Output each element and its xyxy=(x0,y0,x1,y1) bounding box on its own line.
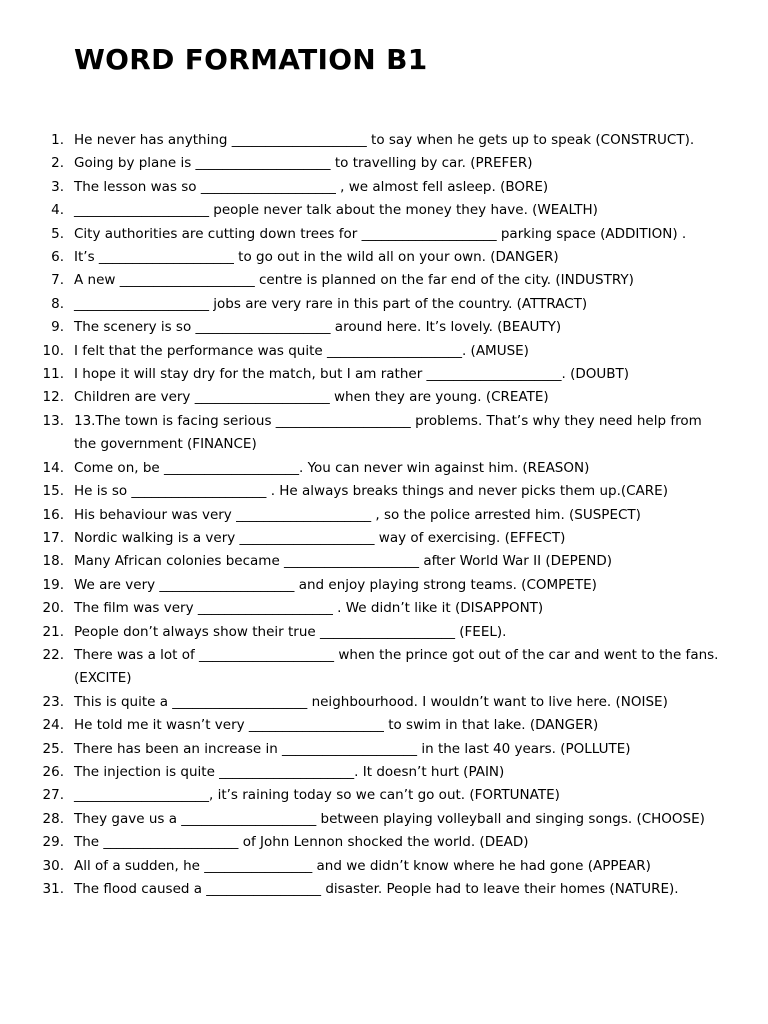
exercise-item xyxy=(0,269,768,292)
exercise-item xyxy=(0,129,768,152)
exercise-number: 31. xyxy=(42,881,64,897)
exercise-number: 7. xyxy=(51,272,64,289)
exercise-item xyxy=(0,316,768,339)
exercise-item xyxy=(0,340,768,363)
exercise-number: 9. xyxy=(51,319,64,336)
exercise-item xyxy=(0,386,768,409)
exercise-sentence: The lesson was so ____________________ , we almost fell asleep. (BORE) xyxy=(74,178,549,195)
exercise-number: 20. xyxy=(42,600,64,617)
exercise-sentence: I hope it will stay dry for the match, but I am rather ____________________. (DOUBT) xyxy=(74,366,630,383)
exercise-number: 13. xyxy=(42,412,64,429)
exercise-item xyxy=(0,246,768,269)
exercise-sentence: People don’t always show their true ____________________ (FEEL). xyxy=(74,623,507,640)
exercise-number: 30. xyxy=(42,857,64,874)
exercise-item xyxy=(0,784,768,807)
exercise-sentence: He told me it wasn’t very ____________________ to swim in that lake. (DANGER) xyxy=(74,717,599,734)
exercise-sentence: Nordic walking is a very ____________________ way of exercising. (EFFECT) xyxy=(74,529,566,546)
exercise-sentence: He is so ____________________ . He always breaks things and never picks them up.(CARE) xyxy=(74,483,668,500)
exercise-item xyxy=(0,223,768,246)
exercise-number: 1. xyxy=(51,132,64,148)
exercise-number: 15. xyxy=(42,483,64,500)
exercise-sentence: Children are very ____________________ when they are young. (CREATE) xyxy=(74,389,549,406)
exercise-item xyxy=(0,293,768,316)
exercise-item xyxy=(0,831,768,854)
exercise-sentence: The flood caused a _________________ disaster. People had to leave their homes (NATURE). xyxy=(74,881,679,897)
exercise-item xyxy=(0,878,768,901)
exercise-item xyxy=(0,550,768,573)
exercise-sentence: 13.The town is facing serious ____________________ problems. That’s why they need help from the government (FINANCE) xyxy=(74,412,707,453)
exercise-number: 4. xyxy=(51,202,64,219)
exercise-number: 2. xyxy=(51,155,64,172)
exercise-sentence: Many African colonies became ____________________ after World War II (DEPEND) xyxy=(74,553,613,570)
exercise-sentence: ____________________ jobs are very rare in this part of the country. (ATTRACT) xyxy=(74,295,588,312)
exercise-item xyxy=(0,176,768,199)
exercise-list xyxy=(0,129,768,901)
exercise-number: 28. xyxy=(42,810,64,827)
exercise-item xyxy=(0,597,768,620)
exercise-number: 8. xyxy=(51,295,64,312)
exercise-sentence: ____________________, it’s raining today so we can’t go out. (FORTUNATE) xyxy=(74,787,560,804)
exercise-item xyxy=(0,621,768,644)
exercise-sentence: They gave us a ____________________ between playing volleyball and singing songs. (CHOOSE) xyxy=(74,810,705,827)
exercise-sentence: There was a lot of ____________________ when the prince got out of the car and went to the fans. (EXCITE) xyxy=(74,646,723,687)
exercise-sentence: There has been an increase in ____________________ in the last 40 years. (POLLUTE) xyxy=(74,740,631,757)
exercise-number: 21. xyxy=(42,623,64,640)
exercise-item xyxy=(0,808,768,831)
exercise-sentence: The film was very ____________________ . We didn’t like it (DISAPPONT) xyxy=(74,600,544,617)
exercise-item xyxy=(0,855,768,878)
exercise-number: 17. xyxy=(42,529,64,546)
exercise-number: 24. xyxy=(42,717,64,734)
exercise-item xyxy=(0,714,768,737)
exercise-item xyxy=(0,691,768,714)
exercise-item xyxy=(0,480,768,503)
exercise-number: 27. xyxy=(42,787,64,804)
exercise-item xyxy=(0,363,768,386)
exercise-item xyxy=(0,152,768,175)
exercise-number: 10. xyxy=(42,342,64,359)
exercise-sentence: All of a sudden, he ________________ and we didn’t know where he had gone (APPEAR) xyxy=(74,857,651,874)
exercise-sentence: He never has anything ____________________ to say when he gets up to speak (CONSTRUCT). xyxy=(74,132,695,148)
exercise-sentence: I felt that the performance was quite ____________________. (AMUSE) xyxy=(74,342,529,359)
exercise-number: 3. xyxy=(51,178,64,195)
exercise-item xyxy=(0,761,768,784)
exercise-sentence: His behaviour was very ____________________ , so the police arrested him. (SUSPECT) xyxy=(74,506,641,523)
exercise-item xyxy=(0,527,768,550)
exercise-sentence: Come on, be ____________________. You can never win against him. (REASON) xyxy=(74,459,590,476)
exercise-number: 16. xyxy=(42,506,64,523)
exercise-sentence: ____________________ people never talk about the money they have. (WEALTH) xyxy=(74,202,598,219)
exercise-sentence: The scenery is so ____________________ around here. It’s lovely. (BEAUTY) xyxy=(74,319,562,336)
exercise-sentence: This is quite a ____________________ neighbourhood. I wouldn’t want to live here. (NOISE) xyxy=(74,693,668,710)
exercise-number: 14. xyxy=(42,459,64,476)
exercise-sentence: It’s ____________________ to go out in the wild all on your own. (DANGER) xyxy=(74,249,559,266)
exercise-item xyxy=(0,410,768,457)
exercise-sentence: The injection is quite ____________________. It doesn’t hurt (PAIN) xyxy=(74,763,505,780)
exercise-number: 25. xyxy=(42,740,64,757)
exercise-number: 11. xyxy=(42,366,64,383)
exercise-sentence: Going by plane is ____________________ to travelling by car. (PREFER) xyxy=(74,155,533,172)
exercise-number: 29. xyxy=(42,834,64,851)
exercise-number: 5. xyxy=(51,225,64,242)
exercise-item xyxy=(0,457,768,480)
exercise-number: 12. xyxy=(42,389,64,406)
exercise-number: 6. xyxy=(51,249,64,266)
exercise-sentence: A new ____________________ centre is planned on the far end of the city. (INDUSTRY) xyxy=(74,272,634,289)
exercise-sentence: The ____________________ of John Lennon shocked the world. (DEAD) xyxy=(74,834,529,851)
exercise-sentence: We are very ____________________ and enjoy playing strong teams. (COMPETE) xyxy=(74,576,597,593)
exercise-item xyxy=(0,504,768,527)
exercise-item xyxy=(0,199,768,222)
exercise-number: 22. xyxy=(42,646,64,663)
exercise-number: 18. xyxy=(42,553,64,570)
exercise-item xyxy=(0,738,768,761)
exercise-item xyxy=(0,644,768,691)
exercise-sentence: City authorities are cutting down trees for ____________________ parking space (ADDITION) . xyxy=(74,225,687,242)
exercise-number: 23. xyxy=(42,693,64,710)
exercise-number: 19. xyxy=(42,576,64,593)
exercise-item xyxy=(0,574,768,597)
worksheet-title: WORD FORMATION B1 xyxy=(74,43,428,76)
exercise-number: 26. xyxy=(42,763,64,780)
